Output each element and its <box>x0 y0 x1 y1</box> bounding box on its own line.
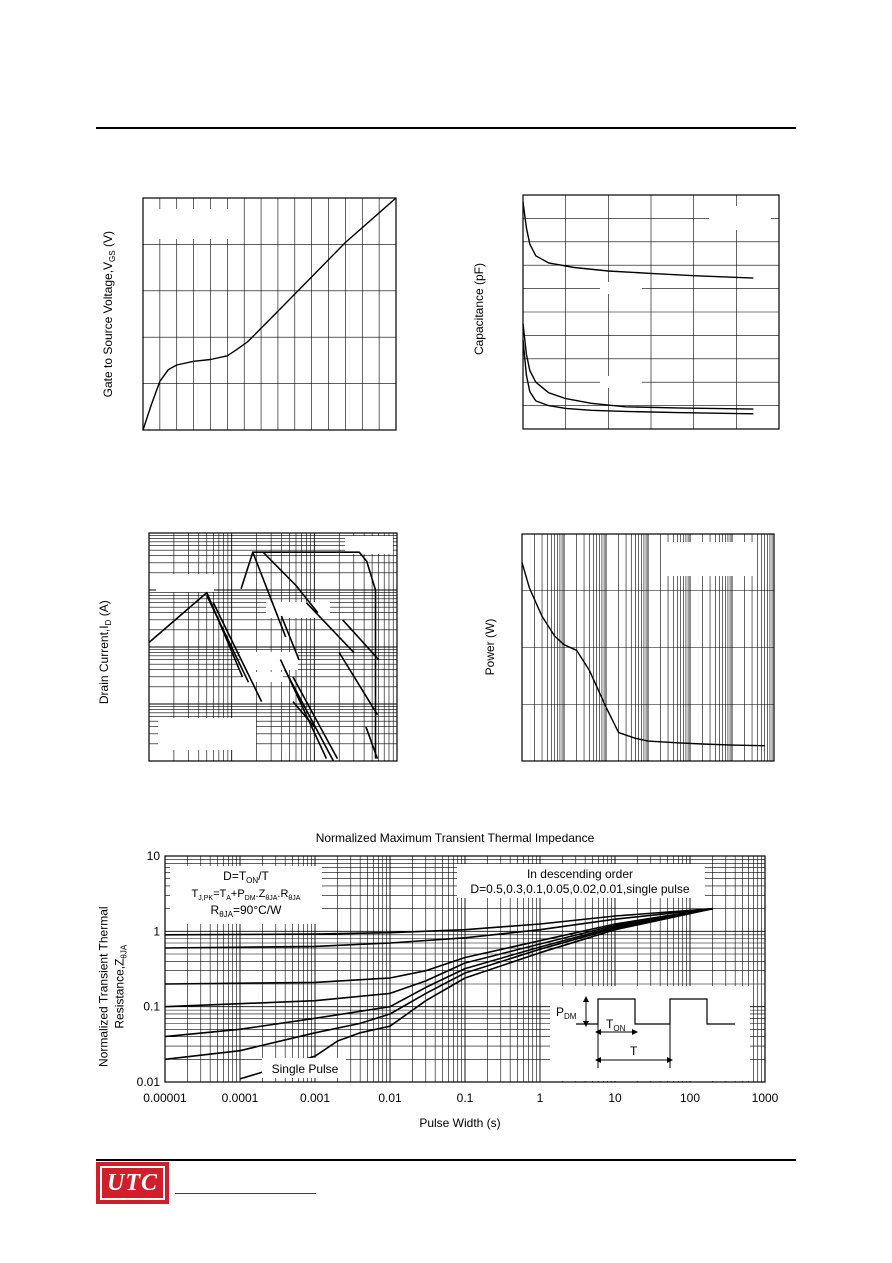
legend-left-line1: $D=T_{ON}/T$ <box>223 869 269 885</box>
thermal-ylabel-line2: Resistance,Z <box>112 958 127 1029</box>
transient-thermal-impedance-xtick-label-0: 0.00001 <box>143 1091 187 1105</box>
single-pulse-power-grid <box>522 534 774 761</box>
safe-operating-area-series-line-8 <box>285 670 334 761</box>
utc-logo-inner <box>100 1166 165 1200</box>
transient-thermal-impedance-xtick-label-1: 0.0001 <box>221 1091 259 1105</box>
pulse-waveform <box>550 986 750 1081</box>
transient-thermal-impedance-ytick-label-2: 1 <box>153 924 160 939</box>
transient-thermal-impedance-xtick-label-5: 1 <box>536 1091 544 1105</box>
safe-operating-area-label-box-0 <box>345 536 393 554</box>
soa-ylabel-unit: (A) <box>96 600 111 620</box>
safe-operating-area-series-line-12 <box>343 620 379 660</box>
period-label: T <box>630 1044 638 1058</box>
soa-ylabel <box>97 557 113 747</box>
header-rule <box>96 127 796 129</box>
thermal-chart <box>110 848 790 1138</box>
capacitance-ylabel <box>472 209 486 409</box>
thermal-legend-right <box>457 864 705 898</box>
capacitance-ylabel-text: Capacitance (pF) <box>472 262 486 356</box>
thermal-annotation <box>262 1058 346 1078</box>
legend-left-line2: $T_{J,PK}=T_A+P_{DM}.Z_{\theta JA}.R_{\theta JA}$ <box>191 888 301 902</box>
gate-charge-grid <box>143 198 396 430</box>
thermal-legend-left <box>170 866 322 924</box>
transient-thermal-impedance-ytick-label-0: 0.01 <box>136 1075 160 1089</box>
single-pulse-power-series <box>522 562 765 745</box>
safe-operating-area-series-line-9 <box>293 677 338 759</box>
capacitance-label-box-1 <box>600 282 642 294</box>
utc-logo-text: UTC <box>107 1169 158 1196</box>
footer-rule <box>96 1159 796 1161</box>
single-pulse-power-label-box-0 <box>662 542 756 576</box>
power-ylabel <box>483 577 497 717</box>
gate-charge-label-box-0 <box>154 209 228 239</box>
legend-left-line3: $R_{\theta JA}=90^\circ C/W$ <box>210 903 282 919</box>
ton-label: $T_{ON}$ <box>606 1017 626 1033</box>
capacitance-label-box-0 <box>709 206 771 230</box>
website-link[interactable] <box>175 1193 316 1194</box>
legend-right-line1: In descending order <box>526 867 634 881</box>
safe-operating-area-label-box-1 <box>156 574 214 592</box>
transient-thermal-impedance-xtick-label-6: 10 <box>608 1091 622 1105</box>
soa-chart <box>148 532 398 762</box>
transient-thermal-impedance-ytick-label-1: 0.1 <box>143 999 160 1014</box>
capacitance-grid <box>523 195 779 429</box>
thermal-ylabel-sub: θJA <box>119 944 129 959</box>
thermal-xlabel: Pulse Width (s) <box>419 1116 501 1130</box>
safe-operating-area-label-box-3 <box>240 652 298 670</box>
gate-charge-ylabel-sub: GS <box>108 250 118 262</box>
transient-thermal-impedance-ytick-label-3: 10 <box>146 849 160 863</box>
safe-operating-area-series-line-3 <box>241 552 286 637</box>
safe-operating-area-label-box-5 <box>158 718 256 750</box>
capacitance-label-box-2 <box>600 376 642 388</box>
transient-thermal-impedance-xtick-label-4: 0.1 <box>456 1091 474 1105</box>
gate-charge-ylabel-unit: (V) <box>100 231 115 251</box>
capacitance-series-line-1 <box>523 324 753 409</box>
single-pulse-label: Single Pulse <box>271 1062 339 1076</box>
thermal-title: Normalized Maximum Transient Thermal Impedance <box>315 831 595 845</box>
power-chart <box>521 533 775 762</box>
transient-thermal-impedance-xtick-label-8: 1000 <box>751 1091 779 1105</box>
gate-charge-chart <box>142 197 397 431</box>
utc-logo <box>96 1162 169 1204</box>
single-pulse-power-series-line-0 <box>522 562 765 745</box>
soa-ylabel-text: Drain Current,I <box>96 625 111 705</box>
safe-operating-area-series-line-13 <box>339 653 377 715</box>
gate-charge-ylabel-text: Gate to Source Voltage,V <box>100 261 115 398</box>
legend-right-line2: D=0.5,0.3,0.1,0.05,0.02,0.01,single pulse <box>470 882 690 896</box>
power-ylabel-text: Power (W) <box>483 618 497 676</box>
thermal-ylabel-line1: Normalized Transient Thermal <box>96 906 111 1067</box>
safe-operating-area-series-line-11 <box>306 603 354 653</box>
safe-operating-area-grid <box>149 533 397 761</box>
pdm-label: $P_{DM}$ <box>556 1005 577 1021</box>
capacitance-chart <box>522 194 780 430</box>
transient-thermal-impedance-xtick-label-7: 100 <box>679 1091 701 1105</box>
gate-charge-ylabel <box>101 179 117 449</box>
transient-thermal-impedance-xtick-label-3: 0.01 <box>378 1091 402 1105</box>
transient-thermal-impedance-xtick-label-2: 0.001 <box>299 1091 331 1105</box>
soa-ylabel-sub: D <box>104 619 114 626</box>
